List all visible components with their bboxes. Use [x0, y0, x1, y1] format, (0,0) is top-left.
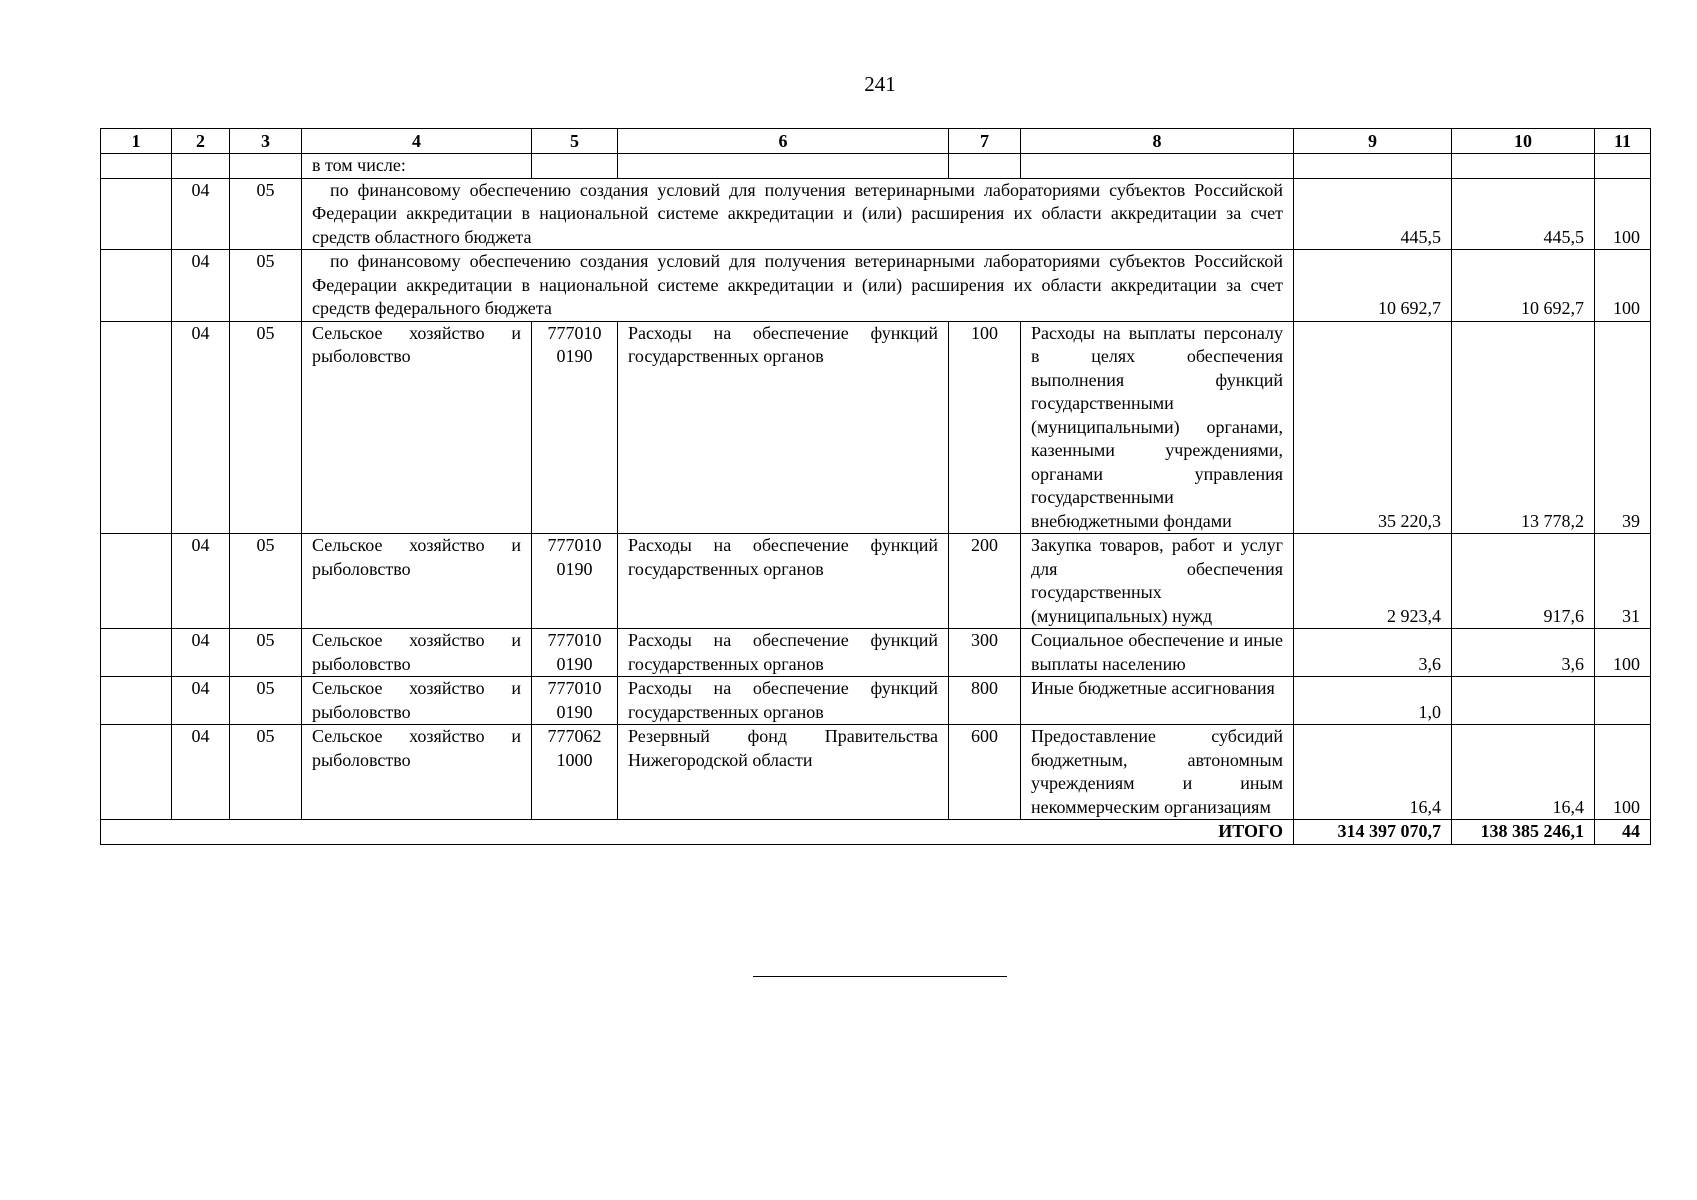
table-row — [101, 725, 1651, 820]
cell-actual: 917,6 — [1452, 534, 1595, 629]
header-row — [101, 129, 1651, 154]
cell-actual: 10 692,7 — [1452, 250, 1595, 322]
header-cell: 5 — [532, 129, 618, 154]
cell-actual: 16,4 — [1452, 725, 1595, 820]
cell-expense-type: 800 — [949, 677, 1021, 725]
cell-expense-name: Иные бюджетные ассигнования — [1021, 677, 1294, 725]
cell-target-article: 777062 1000 — [532, 725, 618, 820]
cell-percent: 31 — [1595, 534, 1651, 629]
header-cell: 8 — [1021, 129, 1294, 154]
cell-description: по финансовому обеспечению создания условий для получения ветеринарными лабораториями субъектов Российской Федерации аккредитации в национальной системе аккредитации и (или) расширения их области аккредитации за счет средств областного бюджета — [302, 178, 1294, 250]
cell-expense-type: 600 — [949, 725, 1021, 820]
cell-actual: 445,5 — [1452, 178, 1595, 250]
cell-section: 04 — [172, 677, 230, 725]
cell-actual: 13 778,2 — [1452, 321, 1595, 534]
header-cell: 4 — [302, 129, 532, 154]
cell-section-name: Сельское хозяйство и рыболовство — [302, 677, 532, 725]
cell-section-name: Сельское хозяйство и рыболовство — [302, 725, 532, 820]
cell-planned: 3,6 — [1294, 629, 1452, 677]
cell-expense-name: Предоставление субсидий бюджетным, автономным учреждениям и иным некоммерческим организациям — [1021, 725, 1294, 820]
cell-subsection: 05 — [230, 534, 302, 629]
cell-expense-type: 200 — [949, 534, 1021, 629]
cell-expense-type: 100 — [949, 321, 1021, 534]
cell-article-name: Расходы на обеспечение функций государственных органов — [618, 321, 949, 534]
cell-section-name: Сельское хозяйство и рыболовство — [302, 534, 532, 629]
subheader-row — [101, 154, 1651, 179]
cell-target-article: 777010 0190 — [532, 677, 618, 725]
cell-subsection: 05 — [230, 677, 302, 725]
cell-percent: 100 — [1595, 725, 1651, 820]
header-cell: 2 — [172, 129, 230, 154]
cell-section: 04 — [172, 534, 230, 629]
table-row — [101, 250, 1651, 322]
budget-table — [100, 128, 1651, 845]
cell-subsection: 05 — [230, 321, 302, 534]
total-planned: 314 397 070,7 — [1294, 820, 1452, 845]
cell-expense-type: 300 — [949, 629, 1021, 677]
table-row — [101, 677, 1651, 725]
header-cell: 1 — [101, 129, 172, 154]
cell-planned: 445,5 — [1294, 178, 1452, 250]
cell-expense-name: Социальное обеспечение и иные выплаты населению — [1021, 629, 1294, 677]
cell-section: 04 — [172, 629, 230, 677]
cell-percent: 100 — [1595, 178, 1651, 250]
header-cell: 6 — [618, 129, 949, 154]
table-row — [101, 321, 1651, 534]
total-label: ИТОГО — [101, 820, 1294, 845]
header-cell: 10 — [1452, 129, 1595, 154]
cell-section-name: Сельское хозяйство и рыболовство — [302, 629, 532, 677]
cell-actual — [1452, 677, 1595, 725]
cell-section: 04 — [172, 321, 230, 534]
cell-planned: 35 220,3 — [1294, 321, 1452, 534]
cell-expense-name: Расходы на выплаты персоналу в целях обеспечения выполнения функций государственными (муниципальными) органами, казенными учреждениями, органами управления государственными внебюджетными фондами — [1021, 321, 1294, 534]
cell-target-article: 777010 0190 — [532, 321, 618, 534]
table-row — [101, 629, 1651, 677]
cell-planned: 10 692,7 — [1294, 250, 1452, 322]
cell-section-name: Сельское хозяйство и рыболовство — [302, 321, 532, 534]
cell-target-article: 777010 0190 — [532, 629, 618, 677]
table-row — [101, 534, 1651, 629]
cell-planned: 1,0 — [1294, 677, 1452, 725]
cell-subsection: 05 — [230, 629, 302, 677]
page-number: 241 — [864, 72, 896, 96]
subheader-label: в том числе: — [302, 154, 532, 179]
cell-planned: 16,4 — [1294, 725, 1452, 820]
separator-line — [753, 976, 1007, 977]
header-cell: 3 — [230, 129, 302, 154]
cell-section: 04 — [172, 725, 230, 820]
cell-percent — [1595, 677, 1651, 725]
total-row — [101, 820, 1651, 845]
cell-article-name: Расходы на обеспечение функций государственных органов — [618, 677, 949, 725]
header-cell: 9 — [1294, 129, 1452, 154]
cell-actual: 3,6 — [1452, 629, 1595, 677]
cell-target-article: 777010 0190 — [532, 534, 618, 629]
header-cell: 11 — [1595, 129, 1651, 154]
cell-article-name: Резервный фонд Правительства Нижегородской области — [618, 725, 949, 820]
table-row — [101, 178, 1651, 250]
total-percent: 44 — [1595, 820, 1651, 845]
cell-article-name: Расходы на обеспечение функций государственных органов — [618, 534, 949, 629]
cell-article-name: Расходы на обеспечение функций государственных органов — [618, 629, 949, 677]
cell-planned: 2 923,4 — [1294, 534, 1452, 629]
cell-percent: 100 — [1595, 629, 1651, 677]
cell-subsection: 05 — [230, 250, 302, 322]
cell-section: 04 — [172, 250, 230, 322]
header-cell: 7 — [949, 129, 1021, 154]
cell-subsection: 05 — [230, 725, 302, 820]
total-actual: 138 385 246,1 — [1452, 820, 1595, 845]
cell-subsection: 05 — [230, 178, 302, 250]
cell-description: по финансовому обеспечению создания условий для получения ветеринарными лабораториями субъектов Российской Федерации аккредитации в национальной системе аккредитации и (или) расширения их области аккредитации за счет средств федерального бюджета — [302, 250, 1294, 322]
cell-percent: 100 — [1595, 250, 1651, 322]
cell-percent: 39 — [1595, 321, 1651, 534]
cell-expense-name: Закупка товаров, работ и услуг для обеспечения государственных (муниципальных) нужд — [1021, 534, 1294, 629]
cell-section: 04 — [172, 178, 230, 250]
